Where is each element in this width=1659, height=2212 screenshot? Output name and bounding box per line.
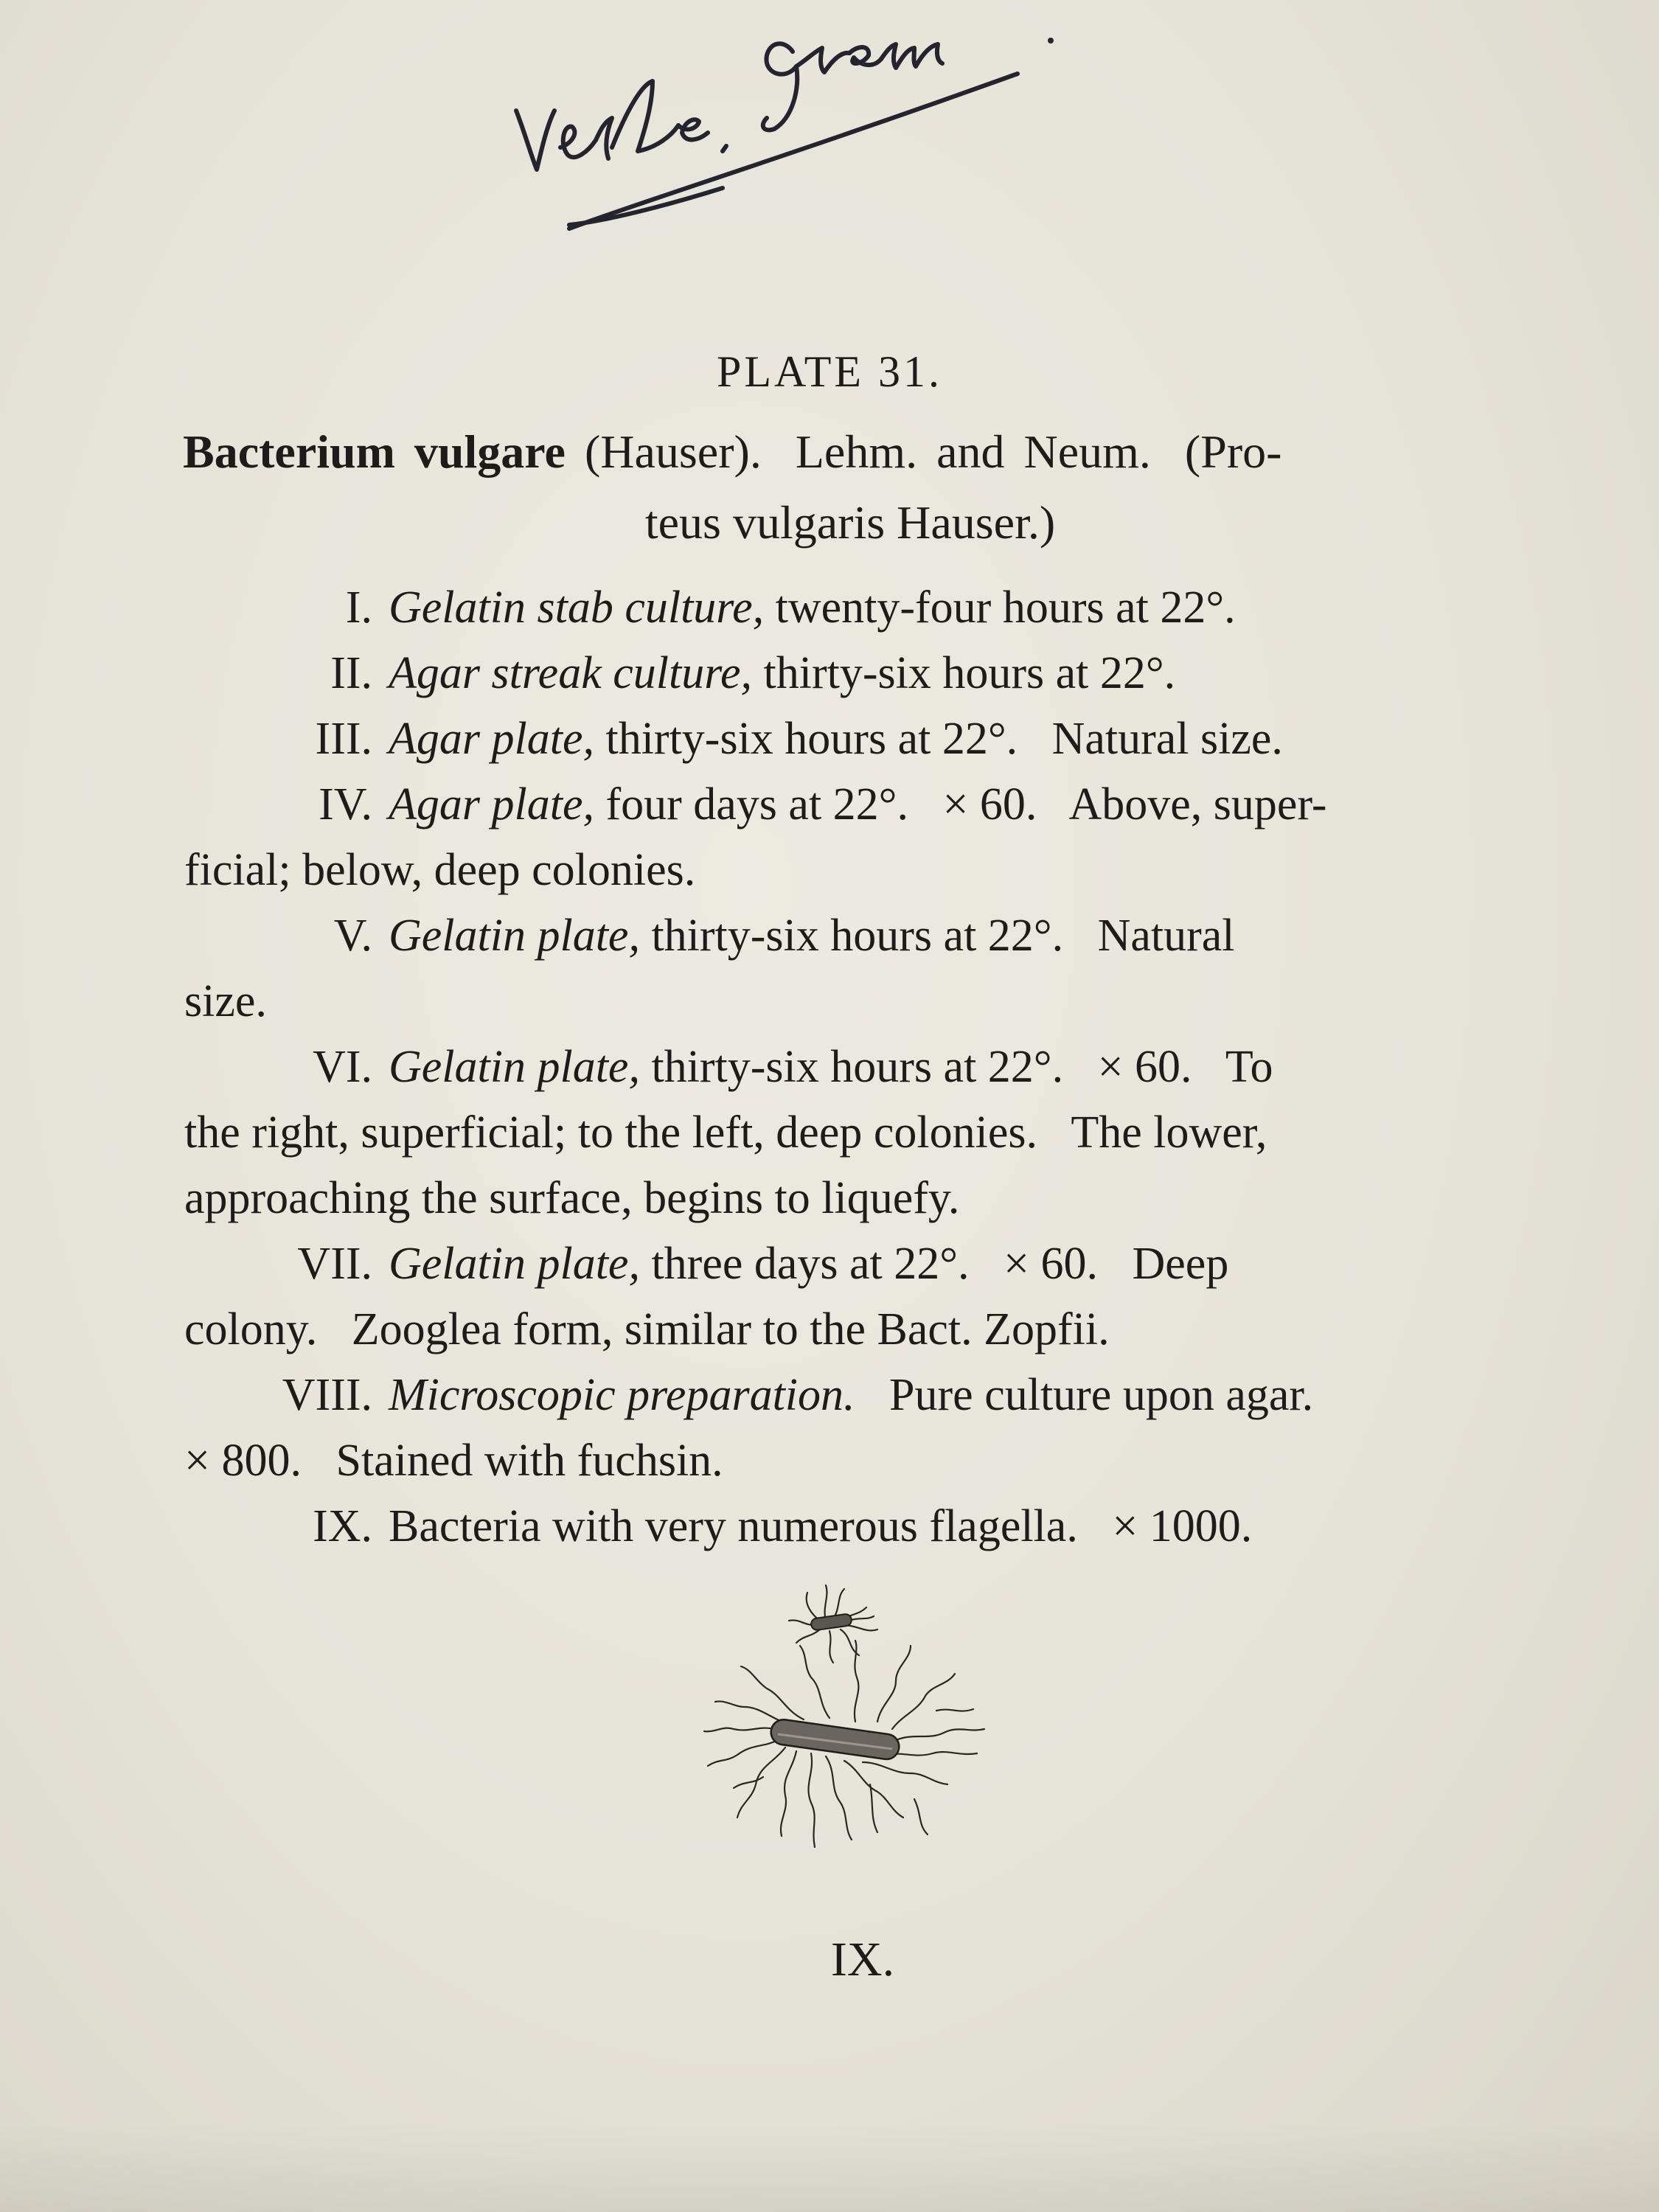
- list-item: [184, 903, 1523, 969]
- plate-heading: PLATE 31.: [717, 347, 942, 396]
- item-italic: Agar plate,: [389, 714, 594, 764]
- item-number: IV.: [319, 779, 372, 830]
- item-italic: Gelatin plate,: [389, 911, 640, 961]
- item-text: four days at 22°. × 60. Above, super-: [594, 779, 1327, 830]
- list-item: [184, 575, 1523, 641]
- item-italic: Agar plate,: [389, 779, 594, 830]
- title-authority-a: (Hauser).: [584, 425, 762, 478]
- handwritten-signature: [501, 0, 1062, 243]
- item-continuation: approaching the surface, begins to liquefy.: [184, 1173, 960, 1223]
- item-italic: Agar streak culture,: [389, 648, 753, 698]
- item-number: VIII.: [282, 1370, 372, 1420]
- item-text: thirty-six hours at 22°. Natural size.: [594, 714, 1283, 764]
- flagellated-bacteria-illustration: [693, 1563, 1032, 1902]
- item-text: Pure culture upon agar.: [855, 1370, 1314, 1420]
- item-number: VII.: [297, 1239, 372, 1289]
- item-number: VI.: [313, 1042, 372, 1092]
- species-name: Bacterium vulgare: [183, 425, 566, 478]
- item-text: Bacteria with very numerous flagella. × 1000.: [389, 1501, 1253, 1551]
- item-text: twenty-four hours at 22°.: [764, 582, 1236, 633]
- list-item: [184, 1494, 1523, 1559]
- item-number: IX.: [313, 1501, 372, 1551]
- title-line-2: teus vulgaris Hauser.): [644, 496, 1056, 549]
- item-italic: Gelatin stab culture,: [389, 582, 765, 633]
- item-continuation: ficial; below, deep colonies.: [184, 845, 696, 895]
- title-line-1: [183, 417, 1517, 487]
- list-item: [184, 1363, 1523, 1428]
- item-number: III.: [315, 714, 372, 764]
- item-text: thirty-six hours at 22°. Natural: [639, 911, 1235, 961]
- item-number: V.: [333, 911, 372, 961]
- item-continuation: colony. Zooglea form, similar to the Bact. Zopfii.: [184, 1304, 1110, 1354]
- list-item: [184, 641, 1523, 706]
- item-text: three days at 22°. × 60. Deep: [639, 1239, 1229, 1289]
- plate-title: [183, 417, 1517, 558]
- list-item: [184, 1034, 1523, 1100]
- title-authority-b: Lehm. and Neum.: [795, 425, 1151, 478]
- item-number: II.: [330, 648, 372, 698]
- item-text: thirty-six hours at 22°.: [752, 648, 1176, 698]
- figure-label: IX.: [830, 1933, 895, 1986]
- plate-items-list: [184, 575, 1523, 1559]
- list-item: [184, 706, 1523, 772]
- item-italic: Gelatin plate,: [389, 1042, 640, 1092]
- item-italic: Gelatin plate,: [389, 1239, 640, 1289]
- item-italic: Microscopic preparation.: [389, 1370, 855, 1420]
- list-item: [184, 772, 1523, 838]
- title-authority-c: (Pro-: [1184, 425, 1282, 478]
- item-continuation: the right, superficial; to the left, deep colonies. The lower,: [184, 1107, 1267, 1158]
- list-item: [184, 1231, 1523, 1297]
- item-continuation: × 800. Stained with fuchsin.: [184, 1436, 723, 1486]
- item-number: I.: [345, 582, 372, 633]
- item-continuation: size.: [184, 976, 267, 1026]
- item-text: thirty-six hours at 22°. × 60. To: [639, 1042, 1273, 1092]
